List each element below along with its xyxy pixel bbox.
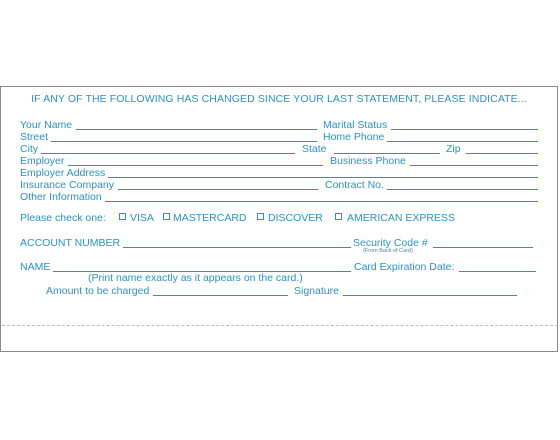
security-code-label: Security Code #: [353, 237, 428, 249]
signature-label: Signature: [294, 285, 339, 297]
your-name-label: Your Name: [20, 119, 73, 131]
discover-label: DISCOVER: [268, 212, 323, 224]
city-field[interactable]: [41, 153, 295, 154]
state-label: State: [302, 143, 327, 155]
contract-no-field[interactable]: [387, 189, 538, 190]
employer-address-label: Employer Address: [20, 167, 106, 179]
home-phone-field[interactable]: [387, 141, 538, 142]
zip-field[interactable]: [466, 153, 538, 154]
marital-status-field[interactable]: [391, 129, 538, 130]
american-express-checkbox[interactable]: [335, 213, 342, 220]
signature-field[interactable]: [343, 295, 517, 296]
account-number-label: ACCOUNT NUMBER: [20, 237, 121, 249]
street-label: Street: [20, 131, 49, 143]
mastercard-label: MASTERCARD: [173, 212, 247, 224]
print-name-note: (Print name exactly as it appears on the card.): [88, 272, 303, 284]
mastercard-checkbox[interactable]: [163, 213, 170, 220]
employer-label: Employer: [20, 155, 65, 167]
amount-label: Amount to be charged: [46, 285, 150, 297]
perforation-line: [2, 325, 558, 326]
security-code-note: (From Back of Card): [363, 248, 413, 254]
home-phone-label: Home Phone: [323, 131, 385, 143]
security-code-field[interactable]: [433, 247, 533, 248]
street-field[interactable]: [51, 141, 317, 142]
business-phone-label: Business Phone: [330, 155, 406, 167]
account-number-field[interactable]: [123, 247, 351, 248]
discover-checkbox[interactable]: [257, 213, 264, 220]
american-express-label: AMERICAN EXPRESS: [347, 212, 455, 224]
marital-status-label: Marital Status: [323, 119, 388, 131]
zip-label: Zip: [446, 143, 461, 155]
city-label: City: [20, 143, 39, 155]
other-information-field[interactable]: [105, 201, 538, 202]
name-label: NAME: [20, 261, 51, 273]
insurance-company-field[interactable]: [118, 189, 318, 190]
employer-address-field[interactable]: [108, 177, 538, 178]
state-field[interactable]: [334, 153, 440, 154]
insurance-company-label: Insurance Company: [20, 179, 114, 191]
employer-field[interactable]: [68, 165, 323, 166]
form-header: IF ANY OF THE FOLLOWING HAS CHANGED SINCE YOUR LAST STATEMENT, PLEASE INDICATE...: [31, 93, 527, 105]
card-expiration-field[interactable]: [459, 271, 536, 272]
other-information-label: Other Information: [20, 191, 102, 203]
visa-checkbox[interactable]: [119, 213, 126, 220]
your-name-field[interactable]: [76, 129, 317, 130]
check-one-prompt: Please check one:: [20, 212, 106, 224]
contract-no-label: Contract No.: [325, 179, 384, 191]
visa-label: VISA: [130, 212, 154, 224]
business-phone-field[interactable]: [410, 165, 538, 166]
amount-field[interactable]: [153, 295, 288, 296]
card-expiration-label: Card Expiration Date:: [354, 261, 455, 273]
